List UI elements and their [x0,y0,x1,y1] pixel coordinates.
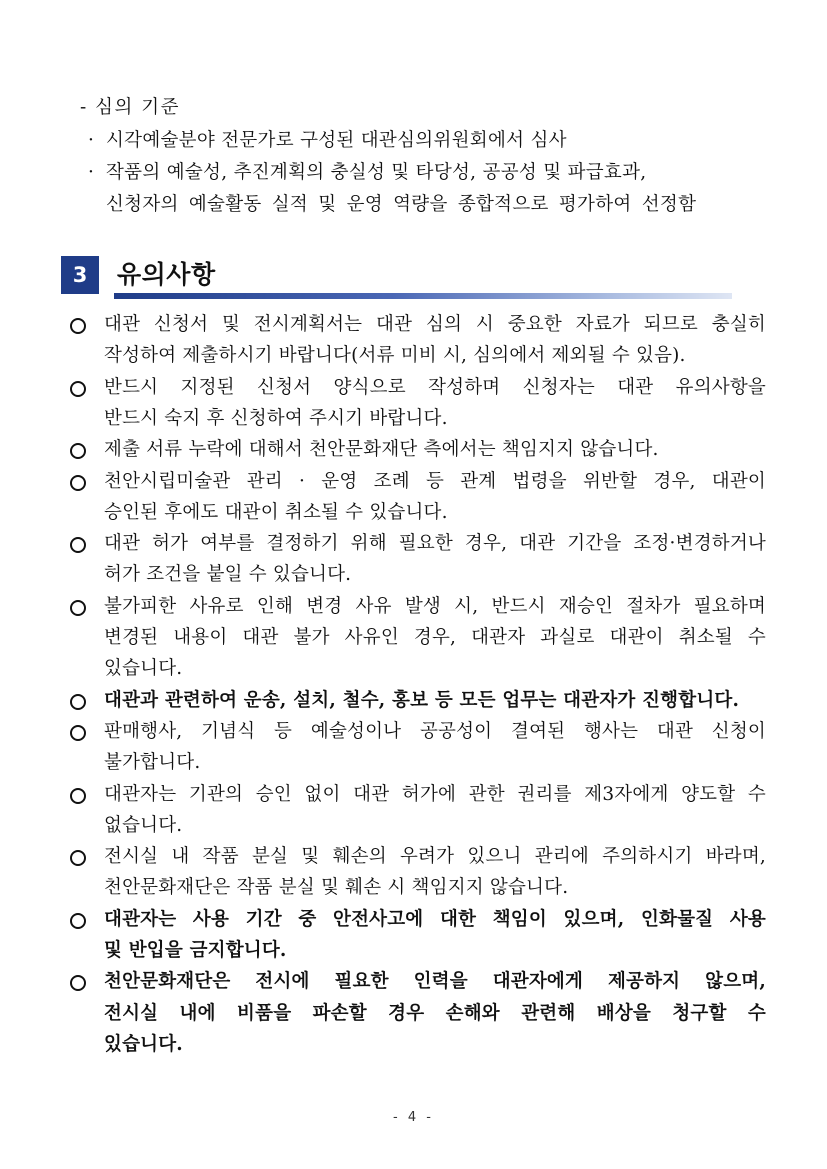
note-text-line: 반드시 지정된 신청서 양식으로 작성하며 신청자는 대관 유의사항을 [104,376,766,398]
criteria-item-text: 시각예술분야 전문가로 구성된 대관심의위원회에서 심사 [106,130,567,151]
note-text-line: 승인된 후에도 대관이 취소될 수 있습니다. [104,501,448,523]
note-text-line: 대관자는 사용 기간 중 안전사고에 대한 책임이 있으며, 인화물질 사용 [104,908,766,930]
criteria-bullet: · [88,130,95,151]
criteria-title: - 심의 기준 [80,97,180,118]
note-text-line: 변경된 내용이 대관 불가 사유인 경우, 대관자 과실로 대관이 취소될 수 [104,627,766,648]
note-text-line: 전시실 내에 비품을 파손할 경우 손해와 관련해 배상을 청구할 수 [104,1002,766,1024]
circle-bullet-icon [70,725,86,741]
criteria-item [88,129,567,153]
note-text-line: 불가합니다. [104,752,201,774]
note-text-line: 판매행사, 기념식 등 예술성이나 공공성이 결여된 행사는 대관 신청이 [104,720,766,742]
circle-bullet-icon [70,850,86,866]
circle-bullet-icon [70,318,86,334]
note-text-line: 있습니다. [104,1033,183,1055]
note-text-line: 있습니다. [104,658,183,680]
criteria-item-text: 작품의 예술성, 추진계획의 충실성 및 타당성, 공공성 및 파급효과, [106,162,647,183]
note-text-line: 대관 허가 여부를 결정하기 위해 필요한 경우, 대관 기간을 조정·변경하거나 [104,533,766,555]
circle-bullet-icon [70,975,86,991]
note-text-line: 반드시 숙지 후 신청하여 주시기 바랍니다. [104,407,448,429]
note-text-line: 제출 서류 누락에 대해서 천안문화재단 측에서는 책임지지 않습니다. [104,439,659,461]
circle-bullet-icon [70,475,86,491]
note-text-line: 천안문화재단은 전시에 필요한 인력을 대관자에게 제공하지 않으며, [104,971,766,993]
circle-bullet-icon [70,443,86,459]
note-text-line: 대관 신청서 및 전시계획서는 대관 심의 시 중요한 자료가 되므로 충실히 [104,314,766,335]
circle-bullet-icon [70,694,86,710]
section-number-badge: 3 [61,256,99,294]
note-text-line: 천안시립미술관 관리 · 운영 조례 등 관계 법령을 위반할 경우, 대관이 [104,470,766,492]
note-text-line: 불가피한 사유로 인해 변경 사유 발생 시, 반드시 재승인 절차가 필요하며 [104,595,766,617]
criteria-continuation: 신청자의 예술활동 실적 및 운영 역량을 종합적으로 평가하여 선정함 [106,194,697,215]
circle-bullet-icon [70,600,86,616]
note-text-line: 허가 조건을 붙일 수 있습니다. [104,564,352,586]
section-underline [114,293,732,299]
note-text-line: 천안문화재단은 작품 분실 및 훼손 시 책임지지 않습니다. [104,877,569,899]
circle-bullet-icon [70,913,86,929]
circle-bullet-icon [70,381,86,397]
note-text-line: 대관자는 기관의 승인 없이 대관 허가에 관한 권리를 제3자에게 양도할 수 [104,783,766,805]
page-number: - 4 - [393,1110,434,1125]
circle-bullet-icon [70,537,86,553]
criteria-bullet: · [88,162,95,183]
circle-bullet-icon [70,788,86,804]
note-text-line: 대관과 관련하여 운송, 설치, 철수, 홍보 등 모든 업무는 대관자가 진행합니다. [104,689,740,711]
note-text-line: 없습니다. [104,814,183,836]
criteria-item [88,161,646,185]
note-text-line: 및 반입을 금지합니다. [104,940,287,961]
section-title: 유의사항 [117,260,216,289]
note-text-line: 작성하여 제출하시기 바랍니다(서류 미비 시, 심의에서 제외될 수 있음). [104,345,686,367]
note-text-line: 전시실 내 작품 분실 및 훼손의 우려가 있으니 관리에 주의하시기 바라며, [104,846,766,868]
